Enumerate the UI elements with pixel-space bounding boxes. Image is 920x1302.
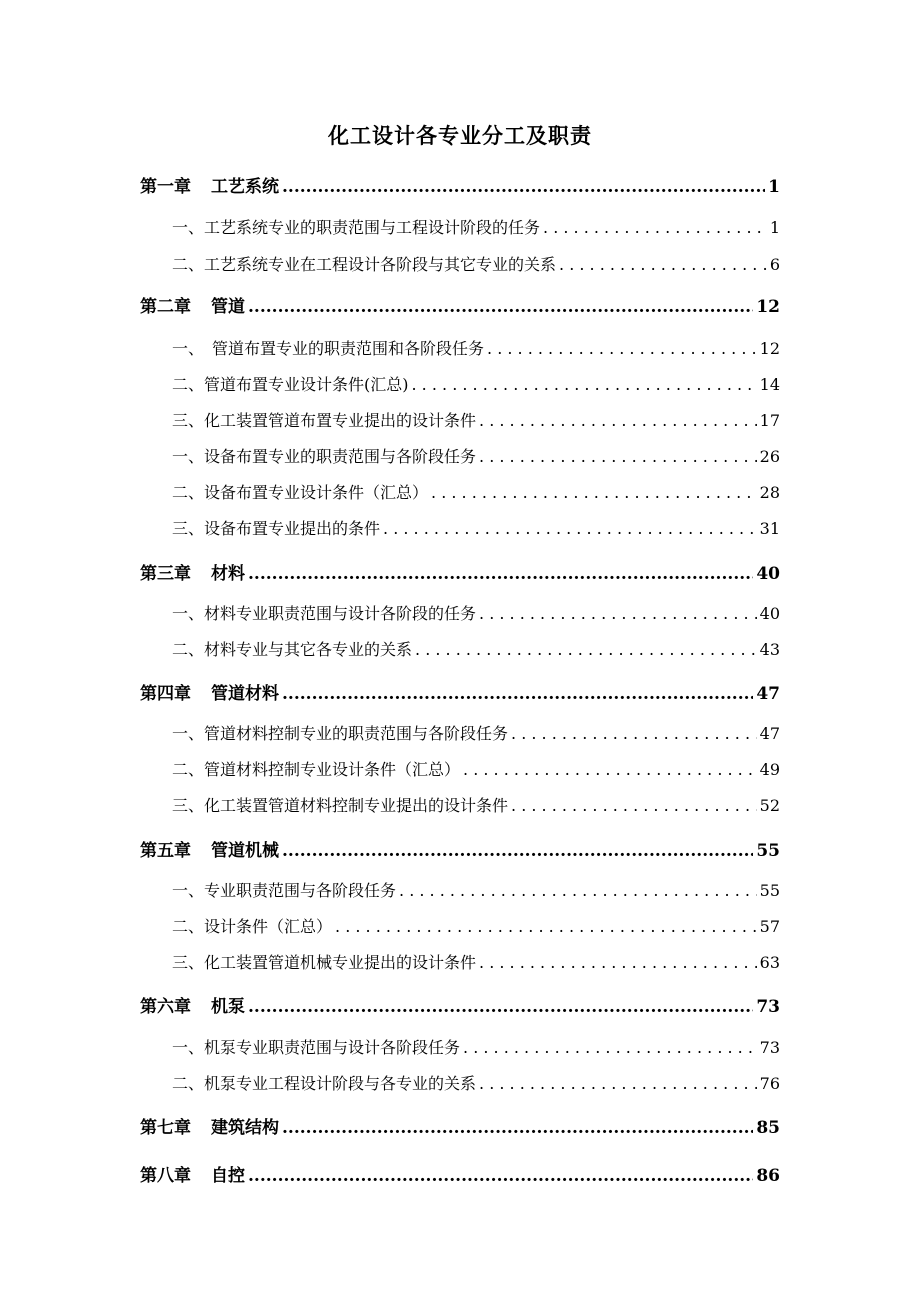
page-number: 31 xyxy=(759,519,780,538)
page-number: 63 xyxy=(759,953,780,972)
chapter-title: 工艺系统 xyxy=(211,177,279,197)
section-title: 一、机泵专业职责范围与设计各阶段任务 xyxy=(172,1038,461,1057)
section-title: 二、管道材料控制专业设计条件（汇总） xyxy=(172,760,461,779)
section-title: 三、化工装置管道材料控制专业提出的设计条件 xyxy=(172,796,509,815)
dot-leader xyxy=(479,447,757,466)
page-number: 1 xyxy=(768,177,780,197)
chapter-number: 第八章 xyxy=(140,1166,191,1186)
dot-leader xyxy=(479,604,757,623)
dot-leader xyxy=(248,564,753,584)
toc-section[interactable] xyxy=(172,480,780,503)
page-number: 17 xyxy=(759,411,780,430)
chapter-title: 管道机械 xyxy=(211,841,279,861)
dot-leader xyxy=(282,177,765,197)
section-title: 三、设备布置专业提出的条件 xyxy=(172,519,381,538)
page-number: 12 xyxy=(759,339,780,358)
section-title: 二、材料专业与其它各专业的关系 xyxy=(172,640,413,659)
page-number: 57 xyxy=(759,917,780,936)
chapter-title: 管道 xyxy=(211,297,245,317)
page-number: 6 xyxy=(769,255,780,274)
section-title: 二、设备布置专业设计条件（汇总） xyxy=(172,483,429,502)
section-title: 一、管道材料控制专业的职责范围与各阶段任务 xyxy=(172,724,509,743)
toc-section[interactable] xyxy=(172,215,780,238)
page-number: 73 xyxy=(759,1038,780,1057)
toc-section[interactable] xyxy=(172,950,780,973)
dot-leader xyxy=(511,724,757,743)
chapter-number: 第六章 xyxy=(140,997,191,1017)
page-number: 73 xyxy=(756,997,780,1017)
toc-chapter-5[interactable] xyxy=(140,836,780,861)
toc-section[interactable] xyxy=(172,516,780,539)
dot-leader xyxy=(479,953,757,972)
toc-chapter-8[interactable] xyxy=(140,1161,780,1186)
dot-leader xyxy=(282,841,753,861)
toc-chapter-1[interactable] xyxy=(140,172,780,197)
toc-section[interactable] xyxy=(172,878,780,901)
dot-leader xyxy=(463,1038,757,1057)
toc-section[interactable] xyxy=(172,252,780,275)
section-title: 二、设计条件（汇总） xyxy=(172,917,333,936)
dot-leader xyxy=(487,339,757,358)
toc-section[interactable] xyxy=(172,793,780,816)
dot-leader xyxy=(543,218,767,237)
page-number: 55 xyxy=(756,841,780,861)
dot-leader xyxy=(431,483,757,502)
toc-chapter-2[interactable] xyxy=(140,292,780,317)
section-title: 一、专业职责范围与各阶段任务 xyxy=(172,881,397,900)
toc-section[interactable] xyxy=(172,914,780,937)
dot-leader xyxy=(511,796,757,815)
page-number: 86 xyxy=(756,1166,780,1186)
page-number: 49 xyxy=(759,760,780,779)
section-title: 一、 管道布置专业的职责范围和各阶段任务 xyxy=(172,339,485,358)
dot-leader xyxy=(479,411,757,430)
page-number: 12 xyxy=(756,297,780,317)
section-title: 二、管道布置专业设计条件(汇总) xyxy=(172,375,409,394)
page-number: 28 xyxy=(759,483,780,502)
dot-leader xyxy=(399,881,757,900)
chapter-title: 自控 xyxy=(211,1166,245,1186)
toc-section[interactable] xyxy=(172,444,780,467)
dot-leader xyxy=(248,1166,753,1186)
toc-section[interactable] xyxy=(172,601,780,624)
dot-leader xyxy=(463,760,757,779)
page-number: 14 xyxy=(759,375,780,394)
page-number: 55 xyxy=(759,881,780,900)
chapter-title: 材料 xyxy=(211,564,245,584)
chapter-title: 建筑结构 xyxy=(211,1118,279,1138)
chapter-number: 第二章 xyxy=(140,297,191,317)
section-title: 一、材料专业职责范围与设计各阶段的任务 xyxy=(172,604,477,623)
dot-leader xyxy=(479,1074,757,1093)
toc-section[interactable] xyxy=(172,408,780,431)
page-number: 40 xyxy=(756,564,780,584)
toc-chapter-6[interactable] xyxy=(140,992,780,1017)
page-number: 47 xyxy=(759,724,780,743)
section-title: 二、工艺系统专业在工程设计各阶段与其它专业的关系 xyxy=(172,255,557,274)
page-number: 43 xyxy=(759,640,780,659)
toc-section[interactable] xyxy=(172,757,780,780)
chapter-number: 第四章 xyxy=(140,684,191,704)
dot-leader xyxy=(282,684,753,704)
page-number: 76 xyxy=(759,1074,780,1093)
dot-leader xyxy=(335,917,757,936)
dot-leader xyxy=(559,255,767,274)
toc-section[interactable] xyxy=(172,372,780,395)
toc-section[interactable] xyxy=(172,1035,780,1058)
section-title: 三、化工装置管道机械专业提出的设计条件 xyxy=(172,953,477,972)
toc-chapter-4[interactable] xyxy=(140,679,780,704)
page-number: 40 xyxy=(759,604,780,623)
section-title: 三、化工装置管道布置专业提出的设计条件 xyxy=(172,411,477,430)
chapter-title: 管道材料 xyxy=(211,684,279,704)
chapter-number: 第五章 xyxy=(140,841,191,861)
dot-leader xyxy=(282,1118,753,1138)
toc-section[interactable] xyxy=(172,637,780,660)
toc-section[interactable] xyxy=(172,1071,780,1094)
dot-leader xyxy=(415,640,757,659)
chapter-number: 第一章 xyxy=(140,177,191,197)
section-title: 一、设备布置专业的职责范围与各阶段任务 xyxy=(172,447,477,466)
dot-leader xyxy=(412,375,757,394)
toc-section[interactable] xyxy=(172,721,780,744)
section-title: 一、工艺系统专业的职责范围与工程设计阶段的任务 xyxy=(172,218,541,237)
page-title: 化工设计各专业分工及职责 xyxy=(328,123,592,148)
toc-chapter-7[interactable] xyxy=(140,1113,780,1138)
toc-section[interactable] xyxy=(172,336,780,359)
page-number: 1 xyxy=(769,218,780,237)
page-number: 26 xyxy=(759,447,780,466)
dot-leader xyxy=(383,519,757,538)
chapter-title: 机泵 xyxy=(211,997,245,1017)
dot-leader xyxy=(248,997,753,1017)
page-number: 85 xyxy=(756,1118,780,1138)
chapter-number: 第三章 xyxy=(140,564,191,584)
chapter-number: 第七章 xyxy=(140,1118,191,1138)
dot-leader xyxy=(248,297,753,317)
section-title: 二、机泵专业工程设计阶段与各专业的关系 xyxy=(172,1074,477,1093)
page-number: 47 xyxy=(756,684,780,704)
page-number: 52 xyxy=(759,796,780,815)
toc-chapter-3[interactable] xyxy=(140,559,780,584)
